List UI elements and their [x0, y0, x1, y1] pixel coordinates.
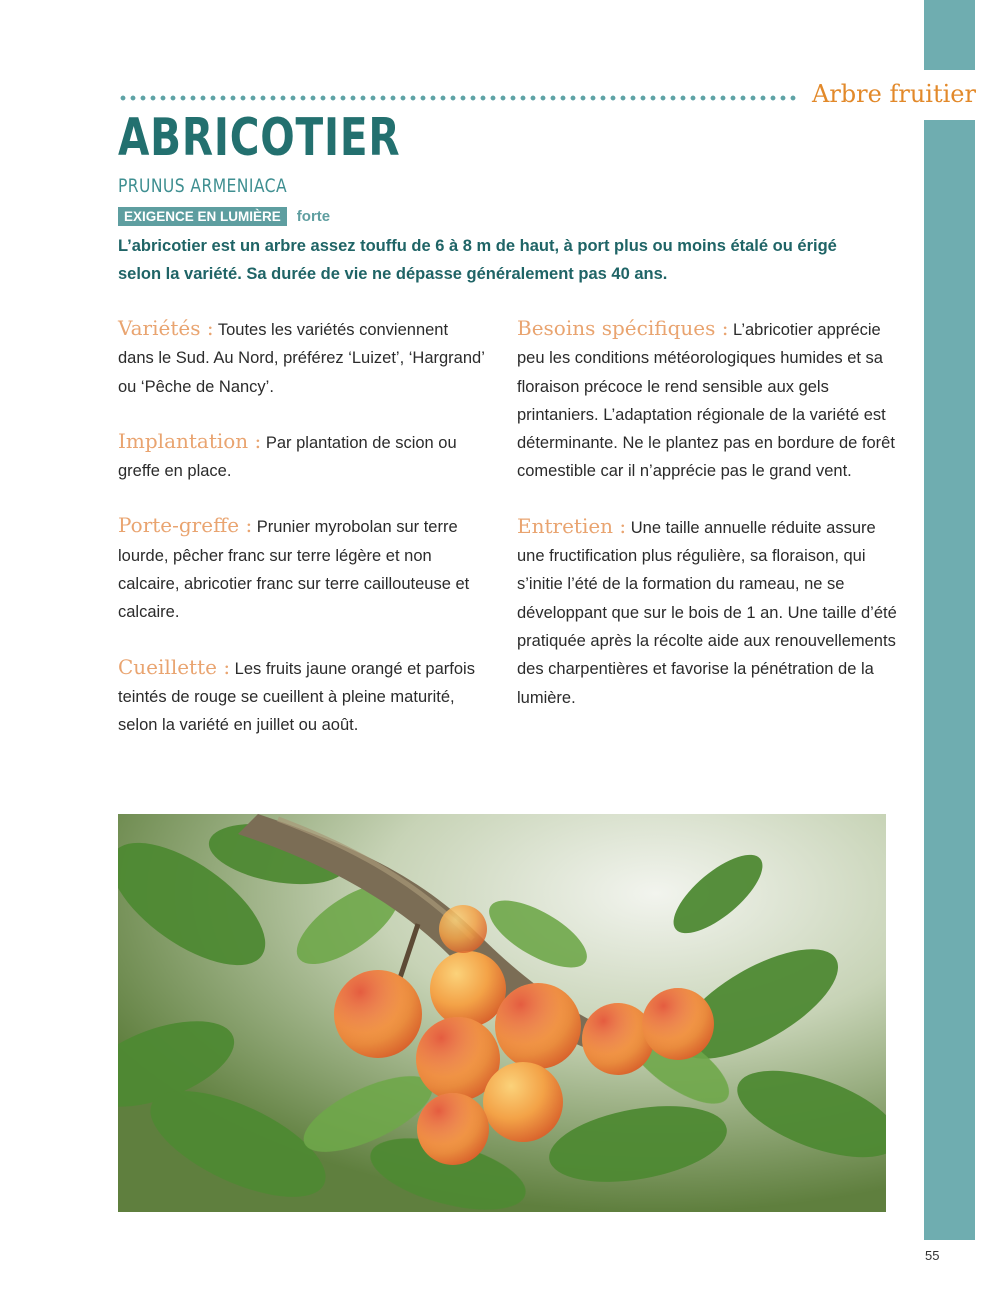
section-implantation	[118, 427, 488, 486]
light-requirement	[118, 207, 330, 226]
section-heading: Variétés :	[118, 316, 214, 340]
category-label: Arbre fruitier	[812, 80, 976, 108]
apricot-photo	[118, 814, 886, 1212]
section-besoins	[517, 314, 897, 486]
apricot-illustration	[118, 814, 886, 1212]
page-title: ABRICOTIER	[118, 108, 401, 168]
section-text: Par plantation de scion ou greffe en place.	[118, 433, 457, 481]
right-column	[517, 314, 897, 738]
section-heading: Besoins spécifiques :	[517, 316, 729, 340]
section-varietes	[118, 314, 488, 401]
section-text: Prunier myrobolan sur terre lourde, pêcher franc sur terre légère et non calcaire, abricotier franc sur terre caillouteuse et calcaire.	[118, 518, 470, 622]
section-heading: Cueillette :	[118, 654, 231, 679]
latin-name: PRUNUS ARMENIACA	[118, 175, 288, 197]
section-text: Les fruits jaune orangé et parfois teintés de rouge se cueillent à pleine maturité, selon la variété en juillet ou août.	[118, 659, 475, 735]
left-column	[118, 314, 488, 766]
light-requirement-label: EXIGENCE EN LUMIÈRE	[118, 207, 287, 226]
section-text: Toutes les variétés conviennent dans le Sud. Au Nord, préférez ‘Luizet’, ‘Hargrand’ ou ‘Pêche de Nancy’.	[118, 321, 485, 396]
section-text: Une taille annuelle réduite assure une fructification plus régulière, sa floraison, qui s’initie l’été de la formation du rameau, ne se développant que sur le bois de 1 an. Une taille d’été pratiquée après la récolte aide aux renouvellements des charpentières et favorise la pénétration de la lumière.	[517, 518, 897, 707]
section-porte-greffe	[118, 511, 488, 626]
section-heading: Porte-greffe :	[118, 513, 253, 538]
dotted-rule	[118, 93, 800, 103]
intro-paragraph: L’abricotier est un arbre assez touffu de 6 à 8 m de haut, à port plus ou moins étalé ou érigé selon la variété. Sa durée de vie ne dépasse généralement pas 40 ans.	[118, 237, 837, 283]
section-heading: Entretien :	[517, 513, 627, 538]
side-color-band	[924, 0, 975, 1240]
section-cueillette	[118, 653, 488, 740]
section-heading: Implantation :	[118, 428, 262, 453]
section-text: L’abricotier apprécie peu les conditions météorologiques humides et sa floraison précoce le rend sensible aux gels printaniers. L’adaptation régionale de la variété est déterminante. Ne le plantez pas en bordure de forêt comestible car il n’apprécie pas le grand vent.	[517, 321, 895, 481]
light-requirement-value: forte	[296, 208, 331, 225]
page-number: 55	[925, 1248, 940, 1263]
section-entretien	[517, 512, 897, 712]
